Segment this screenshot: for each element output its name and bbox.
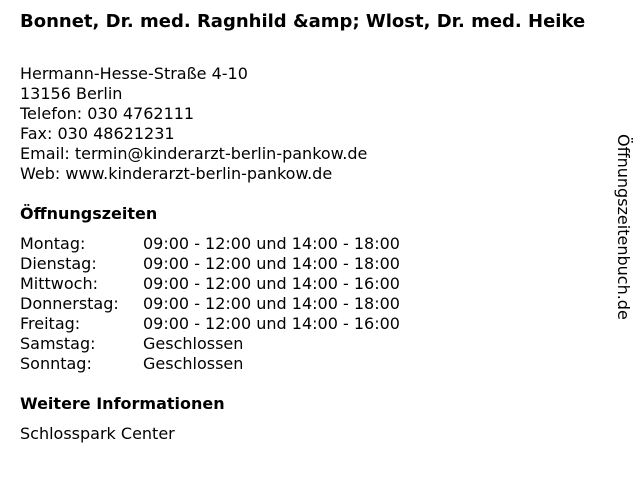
day-label: Freitag:	[20, 314, 81, 333]
business-title: Bonnet, Dr. med. Ragnhild &amp; Wlost, Dr. med. Heike	[20, 11, 586, 32]
hours-value: 09:00 - 12:00 und 14:00 - 18:00	[143, 234, 400, 253]
city-postal: 13156 Berlin	[20, 84, 123, 103]
day-label: Sonntag:	[20, 354, 92, 373]
further-info-text: Schlosspark Center	[20, 424, 175, 443]
opening-hours-heading: Öffnungszeiten	[20, 204, 158, 223]
hours-value: 09:00 - 12:00 und 14:00 - 18:00	[143, 294, 400, 313]
day-label: Dienstag:	[20, 254, 97, 273]
site-watermark: Öffnungszeitenbuch.de	[614, 134, 633, 320]
fax-number: Fax: 030 48621231	[20, 124, 175, 143]
website: Web: www.kinderarzt-berlin-pankow.de	[20, 164, 333, 183]
hours-value: Geschlossen	[143, 354, 244, 373]
hours-value: 09:00 - 12:00 und 14:00 - 16:00	[143, 274, 400, 293]
day-label: Samstag:	[20, 334, 96, 353]
day-label: Montag:	[20, 234, 86, 253]
day-label: Donnerstag:	[20, 294, 119, 313]
hours-value: Geschlossen	[143, 334, 244, 353]
email-address: Email: termin@kinderarzt-berlin-pankow.de	[20, 144, 368, 163]
day-label: Mittwoch:	[20, 274, 98, 293]
contact-block	[20, 64, 367, 184]
street-address: Hermann-Hesse-Straße 4-10	[20, 64, 248, 83]
hours-value: 09:00 - 12:00 und 14:00 - 16:00	[143, 314, 400, 333]
phone-number: Telefon: 030 4762111	[20, 104, 195, 123]
hours-value: 09:00 - 12:00 und 14:00 - 18:00	[143, 254, 400, 273]
further-info-heading: Weitere Informationen	[20, 394, 225, 413]
